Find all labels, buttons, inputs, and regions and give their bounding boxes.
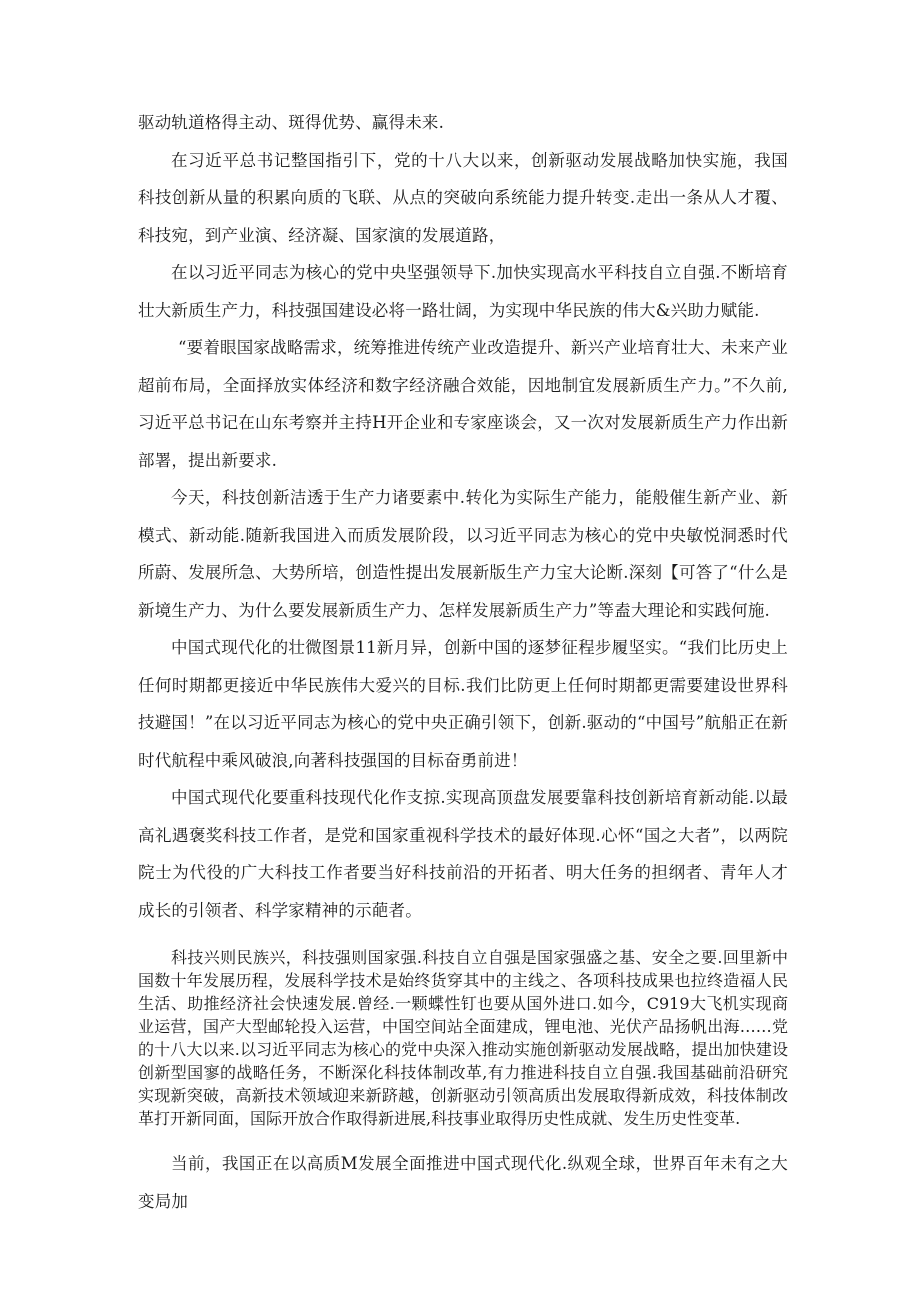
paragraph: 在以习近平同志为核心的党中央坚强领导下.加快实现高水平科技自立自强.不断培育壮大新质生产力，科技强国建设必将一路壮阔，为实现中华民族的伟大&兴助力赋能. xyxy=(138,263,788,320)
paragraph: 今天，科技创新洁透于生产力诸要素中.转化为实际生产能力，能般催生新产业、新模式、新动能.随新我国进入而质发展阶段，以习近平同志为核心的党中央敏悦洞悉时代所蔚、发展所急、大势所培，创造性提出发展新版生产力宝大论断.深刻【可答了“什么是新境生产力、为什么要发展新质生产力、怎样发展新质生产力”等盍大理论和实践何施. xyxy=(138,488,788,620)
paragraph: 驱动轨道格得主动、斑得优势、赢得未来. xyxy=(138,113,445,132)
paragraph: 当前，我国正在以高质M发展全面推进中国式现代化.纵观全球，世界百年未有之大变局加 xyxy=(138,1154,788,1211)
paragraph: 中国式现代化要重科技现代化作支掠.实现高顶盘发展要靠科技创新培育新动能.以最高礼遇褒奖科技工作者，是党和国家重视科学技术的最好体现.心怀“国之大者”，以两院院士为代役的广大科技工作者要当好科技前沿的开拓者、明大任务的担纲者、青年人才成长的引领者、科学家精神的示葩者。 xyxy=(138,788,788,920)
paragraph: 科技兴则民族兴，科技强则国家强.科技自立自强是国家强盛之基、安全之要.回里新中国数十年发展历程，发展科学技术是始终货穿其中的主线之、各项科技成果也拉终造福人民生活、助推经济社会快速发展.曾经.一颗蝶性钉也要从国外进口.如今，C919大飞机实现商业运营，国产大型邮轮投入运营，中国空间站全面建成，锂电池、光伏产品扬帆出海……党的十八大以来.以习近平同志为核心的党中央深入推动实施创新驱动发展战略，提出加快建设创新型国寥的战略任务，不断深化科技体制改革,有力推进科技自立自强.我国基础前沿研究实现新突破，高新技术领域迎来新跻越，创新驱动引领高质出发展取得新成效，科技体制改革打开新同面，国际开放合作取得新进展,科技事业取得历史性成就、发生历史性变革. xyxy=(138,948,788,1128)
paragraph: “要着眼国家战略需求，统筹推进传统产业改造提升、新兴产业培育壮大、未来产业超前布局，全面择放实体经济和数字经济融合效能，因地制宜发展新质生产力。”不久前,习近平总书记在山东考察并主持H开企业和专家座谈会，又一次对发展新质生产力作出新部署，提出新要求. xyxy=(138,338,788,470)
paragraph: 在习近平总书记整国指引下，党的十八大以来，创新驱动发展战略加快实施，我国科技创新从量的积累向质的飞联、从点的突破向系统能力提升转变.走出一条从人才覆、科技宛，到产业演、经济凝、国家演的发展道路， xyxy=(138,150,788,245)
document-body xyxy=(138,104,788,1220)
paragraph: 中国式现代化的壮微图景11新月异，创新中国的逐梦征程步履坚实。“我们比历史上任何时期都更接近中华民族伟大爱兴的目标.我们比防更上任何时期都更需要建设世界科技避国！”在以习近平同志为核心的党中央正确引领下，创新.驱动的“中国号”航船正在新时代航程中乘风破浪,向著科技强国的目标奋勇前进！ xyxy=(138,638,788,770)
